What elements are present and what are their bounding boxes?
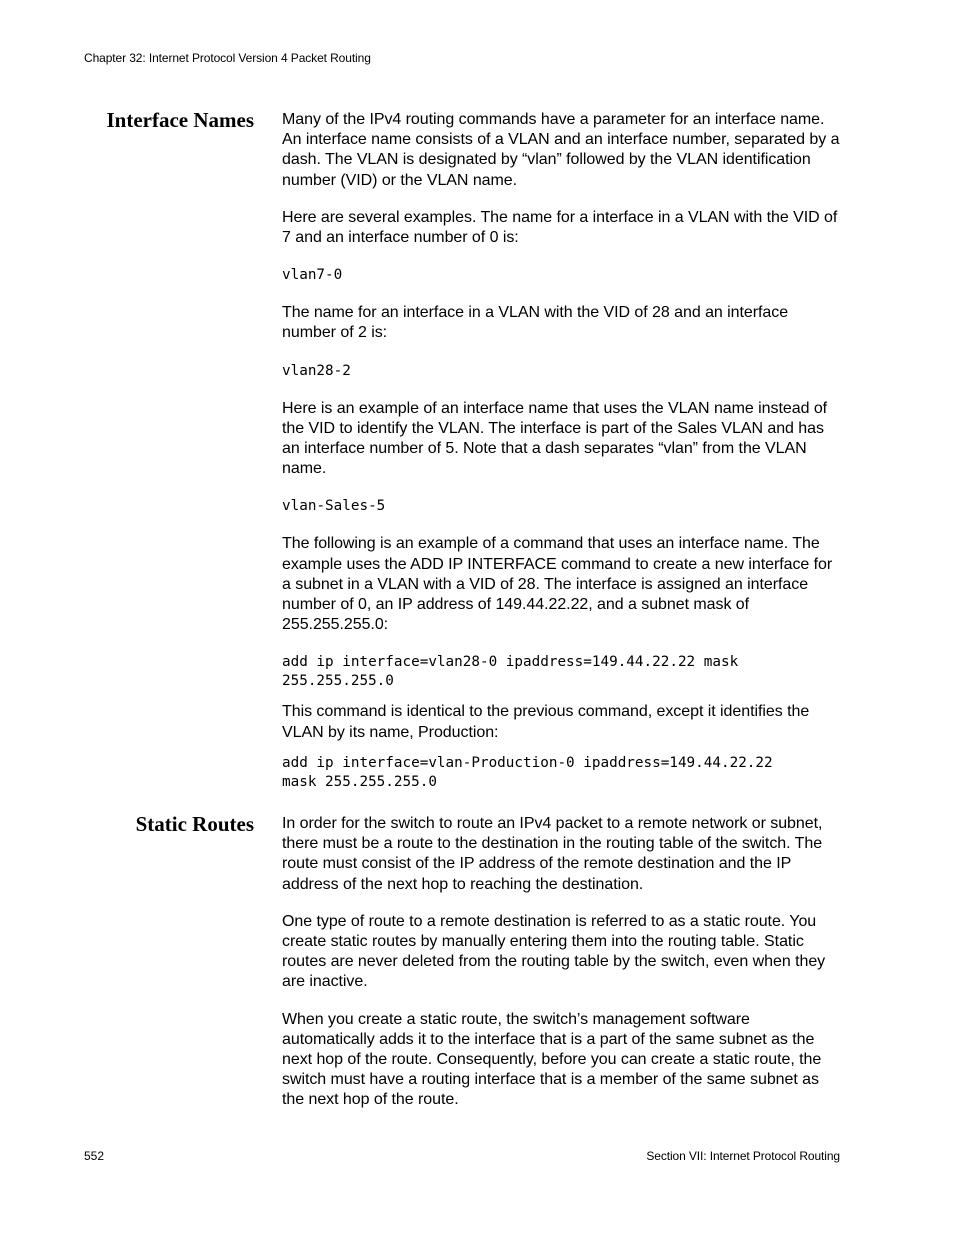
section-heading-static-routes: Static Routes: [135, 812, 254, 836]
code-example: add ip interface=vlan28-0 ipaddress=149.44.22.22 mask 255.255.255.0: [282, 654, 739, 690]
paragraph: Here are several examples. The name for a interface in a VLAN with the VID of 7 and an interface number of 0 is:: [282, 208, 838, 247]
paragraph: The following is an example of a command that uses an interface name. The example uses the ADD IP INTERFACE command to create a new interface for a subnet in a VLAN with a VID of 28. The interface is assigned an interface number of 0, an IP address of 149.44.22.22, and a subnet mask of 255.255.255.0:: [282, 535, 833, 634]
paragraph: When you create a static route, the switch’s management software automatically adds it to the interface that is a part of the same subnet as the next hop of the route. Consequently, before you can create a static route, the switch must have a routing interface that is a member of the same subnet as the next hop of the route.: [282, 1010, 822, 1109]
section-body-interface-names: [282, 110, 844, 792]
paragraph: The name for an interface in a VLAN with the VID of 28 and an interface number of 2 is:: [282, 304, 789, 342]
code-example: add ip interface=vlan-Production-0 ipaddress=149.44.22.22 mask 255.255.255.0: [282, 754, 773, 790]
running-footer-section: Section VII: Internet Protocol Routing: [646, 1149, 840, 1163]
paragraph: In order for the switch to route an IPv4 packet to a remote network or subnet, there must be a route to the destination in the routing table of the switch. The route must consist of the IP address of the remote destination and the IP address of the next hop to reaching the destination.: [282, 815, 823, 893]
running-header: Chapter 32: Internet Protocol Version 4 Packet Routing: [84, 51, 371, 65]
paragraph: One type of route to a remote destination is referred to as a static route. You create static routes by manually entering them into the routing table. Static routes are never deleted from the routing table by the switch, even when they are inactive.: [282, 912, 826, 991]
paragraph: This command is identical to the previous command, except it identifies the VLAN by its name, Production:: [282, 703, 810, 741]
section-heading-interface-names: Interface Names: [106, 108, 254, 132]
section-body-static-routes: [282, 814, 844, 1111]
code-example: vlan28-2: [282, 362, 351, 379]
page-number: 552: [84, 1149, 105, 1163]
paragraph: Many of the IPv4 routing commands have a parameter for an interface name. An interface name consists of a VLAN and an interface number, separated by a dash. The VLAN is designated by “vlan” followed by the VLAN identification number (VID) or the VLAN name.: [282, 111, 840, 189]
paragraph: Here is an example of an interface name that uses the VLAN name instead of the VID to identify the VLAN. The interface is part of the Sales VLAN and has an interface number of 5. Note that a dash separates “vlan” from the VLAN name.: [282, 399, 828, 478]
code-example: vlan-Sales-5: [282, 498, 386, 515]
code-example: vlan7-0: [282, 267, 343, 284]
